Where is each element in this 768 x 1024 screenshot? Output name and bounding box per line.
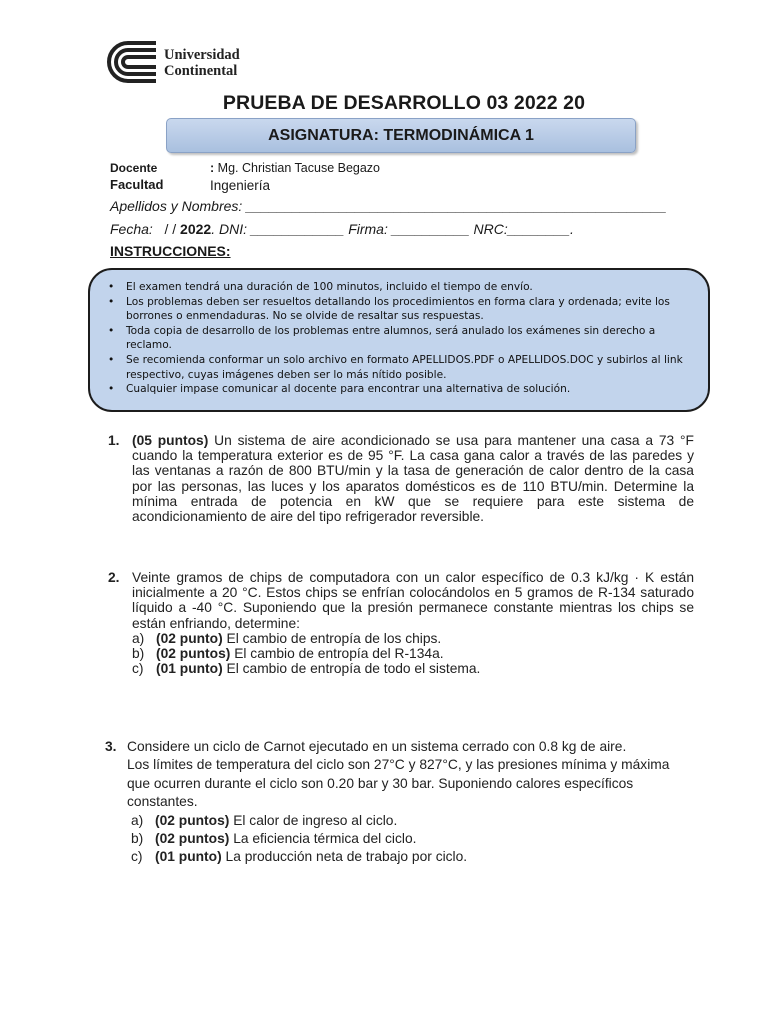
bullet-icon: •	[108, 353, 115, 366]
instructions-heading: INSTRUCCIONES:	[110, 243, 231, 259]
question-text: Los límites de temperatura del ciclo son 27°C y 827°C, y las presiones mínima y máxima que ocurren durante el ciclo son 0.20 bar y 30 bar. Suponiendo calores específicos constantes.	[127, 757, 670, 810]
docente-value: : Mg. Christian Tacuse Begazo	[210, 161, 381, 175]
question-3	[105, 738, 697, 867]
university-emblem-icon	[106, 40, 158, 84]
question-number: 2.	[108, 570, 120, 585]
question-number: 1.	[108, 433, 120, 448]
question-number: 3.	[105, 739, 117, 754]
university-logo	[106, 40, 246, 86]
instructions-list	[106, 280, 694, 397]
instruction-item: • Los problemas deben ser resueltos detallando los procedimientos en forma clara y ordenada; evite los borrones o enmendaduras. No se olvide de resaltar sus respuestas.	[108, 295, 670, 323]
instructions-box	[88, 268, 710, 412]
instruction-item: • Se recomienda conformar un solo archivo en formato APELLIDOS.PDF o APELLIDOS.DOC y subirlos al link respectivo, cuyas imágenes deben ser lo más nítido posible.	[108, 353, 683, 381]
instruction-item: • Cualquier impase comunicar al docente para encontrar una alternativa de solución.	[108, 383, 571, 396]
question-text-line1: Considere un ciclo de Carnot ejecutado en un sistema cerrado con 0.8 kg de aire.	[127, 739, 627, 754]
bullet-icon: •	[108, 324, 115, 337]
question-part-c: c) (01 punto) El cambio de entropía de todo el sistema.	[132, 661, 481, 677]
instruction-item: • Toda copia de desarrollo de los problemas entre alumnos, será anulado los exámenes sin derecho a reclamo.	[108, 324, 656, 352]
fecha-label: Fecha:	[110, 221, 153, 237]
facultad-label: Facultad	[110, 177, 164, 192]
fecha-slashes: / /	[164, 221, 177, 237]
question-text: Un sistema de aire acondicionado se usa para mantener una casa a 73 °F cuando la temperatura exterior es de 95 °F. La casa gana calor a través de las paredes y las ventanas a razón de 800 BTU/min y la tasa de generación de calor dentro de la casa por las personas, las luces y los aparatos domésticos es de 110 BTU/min. Determine la mínima entrada de potencia en kW que se requiere para este sistema de acondicionamiento de aire del tipo refrigerador reversible.	[132, 433, 694, 525]
docente-label: Docente	[110, 161, 158, 175]
instruction-item: • El examen tendrá una duración de 100 minutos, incluido el tiempo de envío.	[108, 281, 533, 293]
question-points: (05 puntos)	[132, 433, 209, 448]
exam-title: PRUEBA DE DESARROLLO 03 2022 20	[222, 92, 586, 114]
question-text: Veinte gramos de chips de computadora con un calor específico de 0.3 kJ/kg · K están inicialmente a 20 °C. Estos chips se enfrían colocándolos en 5 gramos de R-134 saturado líquido a -40 °C. Suponiendo que la presión permanece constante mientras los chips se están enfriando, determine:	[132, 570, 694, 631]
question-part-a: a) (02 puntos) El calor de ingreso al ciclo.	[131, 812, 398, 828]
question-part-b: b) (02 puntos) La eficiencia térmica del ciclo.	[131, 831, 417, 847]
subject-banner: ASIGNATURA: TERMODINÁMICA 1	[166, 118, 636, 153]
question-1	[108, 433, 694, 525]
bullet-icon: •	[108, 295, 115, 308]
question-part-b: b) (02 puntos) El cambio de entropía del R-134a.	[132, 646, 444, 662]
bullet-icon: •	[108, 281, 115, 293]
facultad-value: Ingeniería	[210, 178, 271, 193]
bullet-icon: •	[108, 383, 115, 396]
apellidos-line[interactable]: Apellidos y Nombres: ______________________________________________________	[110, 198, 667, 214]
fecha-year: 2022	[180, 221, 212, 237]
question-part-c: c) (01 punto) La producción neta de trabajo por ciclo.	[131, 849, 468, 865]
fecha-line[interactable]	[110, 221, 574, 237]
university-name: Universidad Continental	[164, 47, 240, 79]
fecha-rest: . DNI: ____________ Firma: __________ NRC:________.	[211, 221, 574, 237]
question-2	[108, 570, 694, 677]
question-part-a: a) (02 punto) El cambio de entropía de los chips.	[132, 630, 442, 646]
